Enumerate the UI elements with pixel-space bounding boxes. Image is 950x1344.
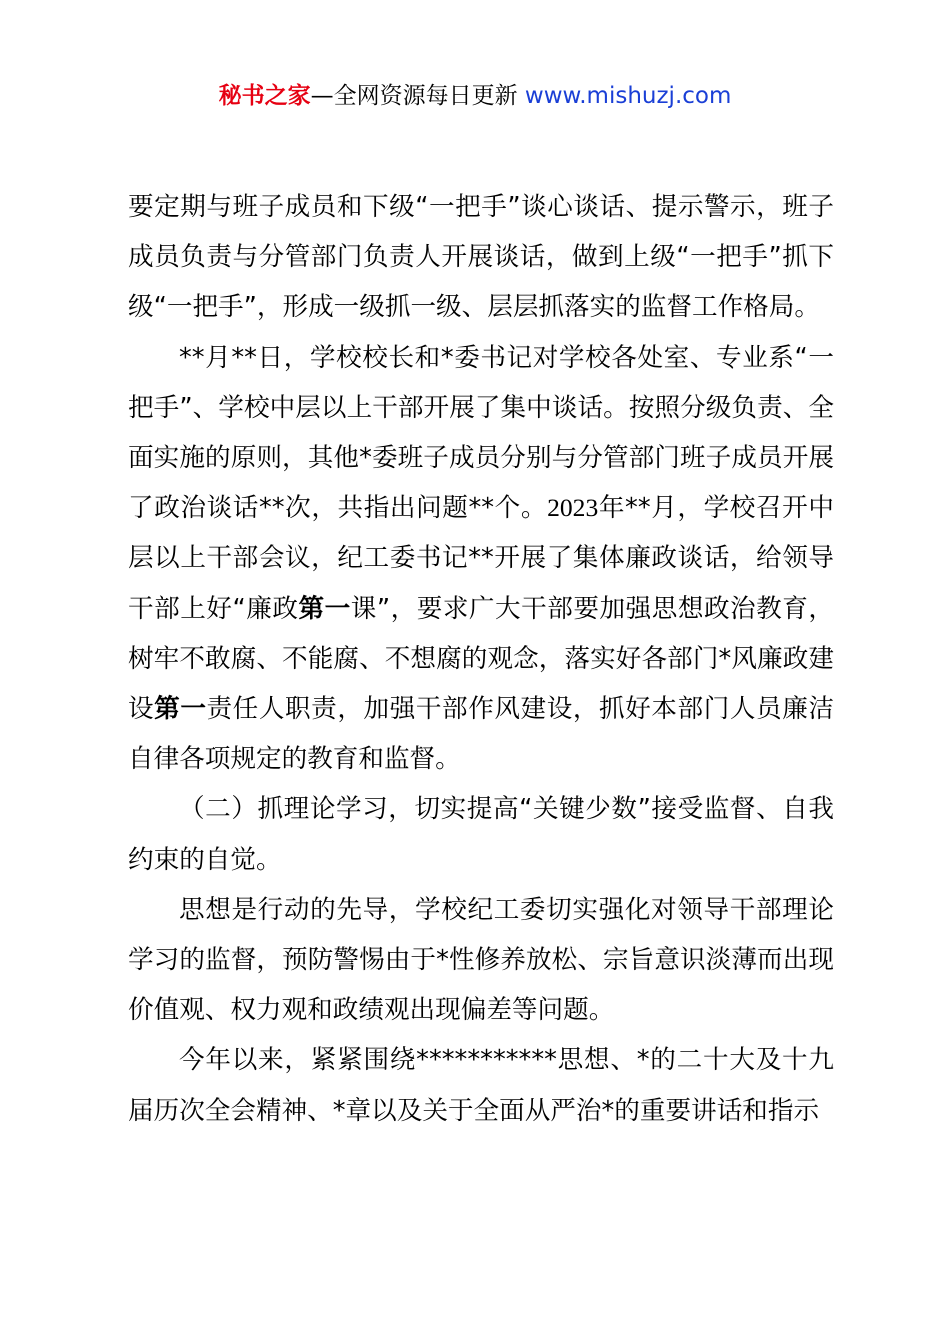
paragraph-2-part-c: 课”，要求广大干部要加强思想政治教育，树牢不敢腐、不能腐、不想腐的观念，落实好各部门*风廉政建设	[128, 593, 834, 725]
paragraph-2-part-d: 责任人职责，加强干部作风建设，抓好本部门人员廉洁自律各项规定的教育和监督。	[128, 694, 834, 775]
page-header	[0, 80, 950, 112]
paragraph-5: 今年以来，紧紧围绕***********思想、*的二十大及十九届历次全会精神、*章以及关于全面从严治*的重要讲话和指示	[128, 1045, 834, 1126]
paragraph-2	[128, 333, 834, 785]
bold-text-2: 第一	[154, 694, 207, 725]
paragraph-4: 思想是行动的先导，学校纪工委切实强化对领导干部理论学习的监督，预防警惕由于*性修养放松、宗旨意识淡薄而出现价值观、权力观和政绩观出现偏差等问题。	[128, 894, 834, 1026]
site-url-link[interactable]: www.mishuzj.com	[524, 83, 732, 109]
paragraph-1: 要定期与班子成员和下级“一把手”谈心谈话、提示警示，班子成员负责与分管部门负责人开展谈话，做到上级“一把手”抓下级“一把手”，形成一级抓一级、层层抓落实的监督工作格局。	[128, 192, 834, 323]
year-number: 2023	[547, 493, 599, 523]
document-body	[128, 182, 834, 1136]
site-brand: 秘书之家	[218, 83, 311, 109]
site-tagline: —全网资源每日更新	[310, 83, 518, 109]
paragraph-2-part-a: **月**日，学校校长和*委书记对学校各处室、专业系“一把手”、学校中层以上干部开展了集中谈话。按照分级负责、全面实施的原则，其他*委班子成员分别与分管部门班子成员开展了政治谈话**次，共指出问题**个。	[128, 342, 834, 524]
paragraph-2-part-b: 年**月，学校召开中层以上干部会议，纪工委书记**开展了集体廉政谈话，给领导干部上好“廉政	[128, 493, 834, 624]
section-heading: （二）抓理论学习，切实提高“关键少数”接受监督、自我约束的自觉。	[128, 794, 834, 875]
bold-text-1: 第一	[298, 593, 351, 624]
